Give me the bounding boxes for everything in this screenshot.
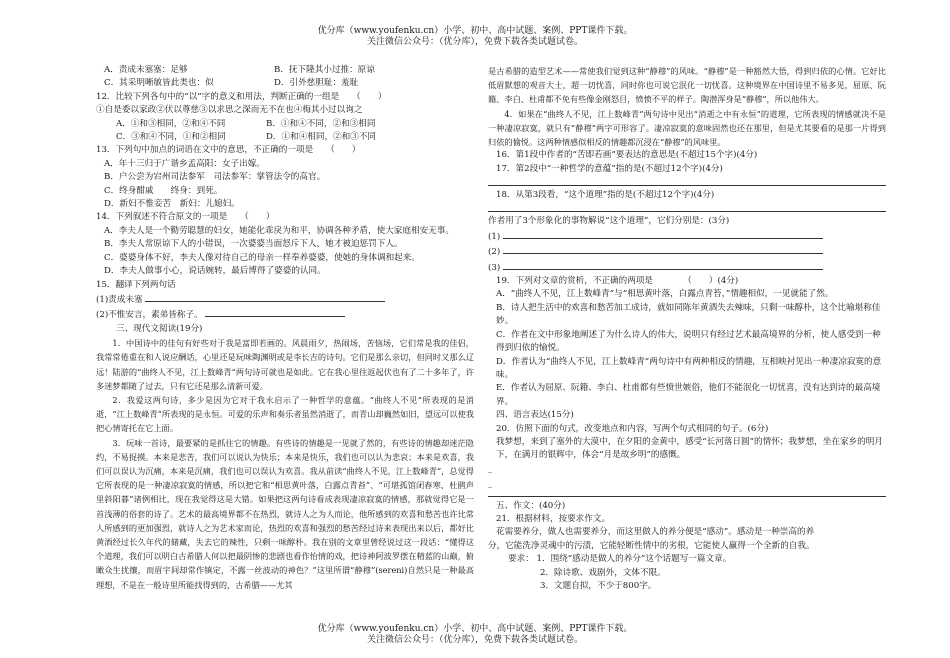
page-footer — [0, 624, 950, 646]
q11-option-d: D．引外慈胆耻：羞耻 — [274, 78, 359, 89]
q18-stem: 18．从第3段看，“这个道理”指的是(不超过12个字)(4分) — [496, 190, 715, 201]
q15-item-1 — [96, 292, 474, 307]
q20-answer-line[interactable] — [488, 488, 886, 497]
header-line-1: 优分库（www.youfenku.cn）小学、初中、高中试题、案例、PPT课件下载。 — [317, 26, 633, 36]
section-3-heading: 三、现代文阅读(19分) — [116, 323, 203, 334]
q14-option-c: C．婆婆身体不好，李夫人像对待自己的母亲一样奉养婆婆，使她的身体调和起来。 — [104, 252, 420, 263]
q20-answer-mark-2[interactable]: _ — [488, 479, 493, 490]
q15-stem: 15．翻译下列两句话 — [96, 279, 176, 290]
left-column — [96, 64, 474, 592]
header-line-2: 关注微信公众号：（优分库），免费下载各类试题试卷。 — [366, 37, 583, 47]
q21-material-line-2: 分，它能洗净灵魂中的污渍，它能轻断性情中的劣根，它能使人赢得一个全新的自我。 — [488, 540, 815, 551]
q19-option-c: C．作者在文中形象地阐述了为什么诗人的伟大，说明只有经过艺术最高境界的分析，使人感受到一种得到归依的愉悦。 — [496, 329, 881, 354]
article-paragraph-2: 2．我爱这两句诗，多少是因为它对于我永启示了一种哲学的意蕴。“曲终人不见”所表现的是消逝，“江上数峰青”所表现的是永恒。可爱的乐声和奏乐者虽然消逝了，而青山却巍然如旧，望远可以使我把心情寄托在它上面。 — [96, 394, 474, 434]
q21-material-line-1: 花需要养分，做人也需要养分，而这里做人的养分便是“感动”。感动是一种崇高的养 — [496, 527, 815, 538]
q11-option-c: C．其采明晰敏皆此类也：似 — [104, 78, 214, 89]
q12-option-c: C．③和④不同，①和②相同 — [116, 132, 226, 143]
q13-option-b: B．户公尝为宕州司法参军 司法参军：掌管法令的高官。 — [104, 172, 326, 183]
q15-item-1-text: (1)责成未塞 — [96, 294, 143, 305]
requirement-1-text: 1．围绕“感动是做人的养分”这个话题写一篇文章。 — [536, 554, 732, 565]
q18-item-3-label: (3) — [488, 262, 501, 273]
page-header — [0, 26, 950, 48]
q11-options-row-2 — [96, 77, 474, 90]
q18-item-2-answer-line[interactable] — [503, 244, 823, 254]
q17-stem: 17．第2段中“一种哲学的意蕴”指的是(不超过12个字)(4分) — [496, 163, 723, 174]
q18-item-2 — [488, 244, 886, 259]
q15-item-2 — [96, 307, 474, 322]
q18-item-1-label: (1) — [488, 231, 501, 242]
q20-answer-mark-1[interactable]: _ — [488, 463, 493, 474]
q13-stem: 13．下列句中加点的词语在文中的意思，不正确的一项是 （ ） — [96, 145, 361, 156]
footer-line-2: 关注微信公众号：（优分库），免费下载各类试题试卷。 — [366, 635, 583, 645]
q12-sentences: ①自是委以家政②伏以尊慈③以求思之深而无不在也④梅其小过以询之 — [96, 105, 363, 116]
q21-stem: 21．根据材料，按要求作文。 — [496, 513, 611, 524]
q13-option-a: A．年十三归于广谐乡孟高阳：女子出嫁。 — [104, 158, 265, 169]
q18-item-2-label: (2) — [488, 247, 501, 258]
q11-options-row-1 — [96, 64, 474, 77]
q12-option-a: A．①和③相同，②和④不同 — [116, 118, 226, 129]
q18-item-1-answer-line[interactable] — [503, 229, 823, 239]
q12-stem: 12．比较下列各句中的“以”字的意义和用法，判断正确的一组是 （ ） — [96, 91, 387, 102]
q18-item-1 — [488, 229, 886, 244]
q17-answer-line[interactable] — [488, 177, 886, 186]
article-paragraph-1: 1．中国诗中的佳句有好些对于我是富即若画的。风晨雨夕，热闹场，苦恼场，它们常是我的佳侣，我常常倦重在和人说应酬话，心里还是玩味陶渊明或是李长吉的诗句。它们是那么亲切，但同时又那么辽远！陆游的“曲终人不见，江上数峰青”两句诗可就也是如此。它在我心里往返起伏也有了二十多年了，许多迷梦都随了过去，只有它还是那么清新可爱。 — [96, 338, 474, 391]
q15-answer-line-1[interactable] — [145, 292, 385, 302]
q12-options-row-1 — [96, 118, 474, 131]
q14-option-b: B．李夫人常原谅下人的小错误，一次婆婆当面怒斥下人，她才被迫惩罚下人。 — [104, 239, 403, 250]
q18-item-3-answer-line[interactable] — [503, 260, 823, 270]
right-column — [488, 64, 886, 593]
q19-option-a: A．“曲终人不见，江上数峰青”与“相思黄叶落，白露点青苔，”情趣相似，一见就能了然。 — [496, 289, 834, 300]
q14-stem: 14．下列叙述不符合原文的一项是 （ ） — [96, 212, 275, 223]
q12-options-row-2 — [96, 131, 474, 144]
q19-stem: 19．下列对文章的赏析，不正确的两项是 （ ）(4分) — [496, 276, 739, 287]
article-paragraph-3: 3．玩味一首诗，最要紧的是抓住它的情趣。有些诗的情趣是一见就了然的，有些诗的情趣却迷茫隐约，不易捉摸。本来是悲苦，我们可以说认为快乐；本来是快乐，我们也可以认为悲哀；本来是欢喜，我们可以误认为沉痛，本来是沉痛，我们也可以误认为欢喜。我从前读“曲终人不见，江上数峰青”，总觉得它所表现的是一种凄凉寂寞的情感，所以把它和“相思黄叶落，白露点青苔”、“可堪孤馆闭春寒，杜鹃声里斜阳暮”诸例相比，现在我觉得这是大错。如果把这两句诗看成表现凄凉寂寞的情感，那就觉得它是一首浅薄的俗套的诗了。艺术的最高境界都不在热烈，就诗人之为人而论，他所感到的欢喜和愁苦也许比常人所感到的更加强烈，就诗人之为艺术家而论，热烈的欢喜和强烈的愁苦经过诗来表现出来以后，都好比黄酒经过长久年代的储藏，失去它的辣性，只剩一味醇朴。我在别的文章里曾经说过这一段话：“懂得这个道理，我们可以明白古希腊人何以把最阴惨的悲剧也看作怡情的戏，把诗神阿波罗摆在精蓝的山巅，俯瞰众生扰攘，而眉宇间却常作镇定，不露一丝波动的神色？”这里所谓“静穆”(sereni)自然只是一种最高理想，不是在一般诗里所能找得到的，古希腊——尤其 — [96, 437, 474, 590]
q12-option-d: D．①和④相同，②和③不同 — [266, 132, 377, 143]
section-5-heading: 五、作文：(40分) — [496, 500, 566, 511]
q13-option-d: D．新妇不惟妾苦 新妇：儿媳妇。 — [104, 199, 240, 210]
q18-item-3 — [488, 260, 886, 275]
q18-sub-stem: 作者用了3个形象化的事物解说“这个道理”，它们分别是：(3分) — [488, 216, 730, 227]
q13-option-c: C．终身酣戚 终身：到死。 — [104, 185, 223, 196]
q15-answer-line-2[interactable] — [205, 307, 345, 317]
q15-item-2-text: (2)不惟安言，素弟皆称子。 — [96, 310, 203, 321]
q21-requirement-1 — [488, 553, 886, 566]
q14-option-d: D．李夫人做事小心，说话婉转，最后博得了婆婆的认同。 — [104, 266, 326, 277]
q21-requirement-3: 3．文题自拟，不少于800字。 — [540, 581, 657, 591]
section-4-heading: 四、语言表达(15分) — [496, 410, 574, 421]
q20-example: 我梦想，来到了塞外的大漠中，在夕阳的金黄中，感受“长河落日圆”的情怀；我梦想，坐在家乡的明月下，在满月的银辉中，体会“月是故乡明”的感慨。 — [496, 436, 883, 461]
q19-option-e: E．作者认为屈原、阮籍、李白、杜甫都有些愤世嫉俗，他们不能泯化一切忧喜，没有达到诗的最高境界。 — [496, 383, 881, 407]
q16-stem: 16．第1段中作者的“苦即若画”要表达的意思是(不超过15个字)(4分) — [496, 150, 758, 161]
q19-option-d: D．作者认为“曲终人不见，江上数峰青”两句诗中有两种相反的情趣，互相映衬见出一种凄凉寂寞的意味。 — [496, 356, 882, 380]
q11-option-b: B．抚下隆其小过推：原谅 — [274, 65, 375, 75]
q11-option-a: A．责成未塞塞：足够 — [104, 65, 188, 75]
article-paragraph-3-continued: 是古希腊的造型艺术——常使我们觉到这种“静穆”的风味。“静穆”是一种豁然大悟，得到归依的心情。它好比低眉默想的观音大士，超一切忧喜，同时你也可说它泯化一切忧喜。这种境界在中国诗里不易多见，屈原、阮籍、李白、杜甫都不免有些像金刚怒目，愤愤不平的样子。陶潜浑身是“静穆”，所以他伟大。 — [488, 66, 886, 105]
q21-requirement-2: 2．除诗歌、戏剧外，文体不限。 — [540, 567, 666, 578]
q18-answer-line[interactable] — [488, 203, 886, 212]
q14-option-a: A．李夫人是一个勤劳聪慧的妇女，她能化乖戾为和平，协调各种矛盾，使大家庭相安无事。 — [104, 225, 454, 236]
footer-line-1: 优分库（www.youfenku.cn）小学、初中、高中试题、案例、PPT课件下载。 — [317, 624, 633, 634]
q19-option-b: B．诗人把生活中的欢喜和愁苦加工成诗，就如同陈年黄酒失去辣味，只剩一味醇朴，这个比喻堪称佳妙。 — [496, 302, 881, 327]
q12-option-b: B．①和④不同，②和③相同 — [266, 118, 376, 129]
q20-stem: 20．仿照下面的句式，改变地点和内容，写两个句式相同的句子。(6分) — [496, 423, 769, 434]
requirements-label: 要求： — [508, 554, 534, 565]
article-paragraph-4: 4．如果在“曲终人不见，江上数峰青”两句诗中见出“消逝之中有永恒”的道理，它所表现的情感就决不是一种凄凉寂寞，就只有“静穆”两字可形容了。凄凉寂寞的意味固然也还在那里，但是尤其要看的是那一片得到归依的愉悦。这两种情感似相反的情趣都沉浸在“静穆”的风味里。 — [488, 108, 886, 148]
